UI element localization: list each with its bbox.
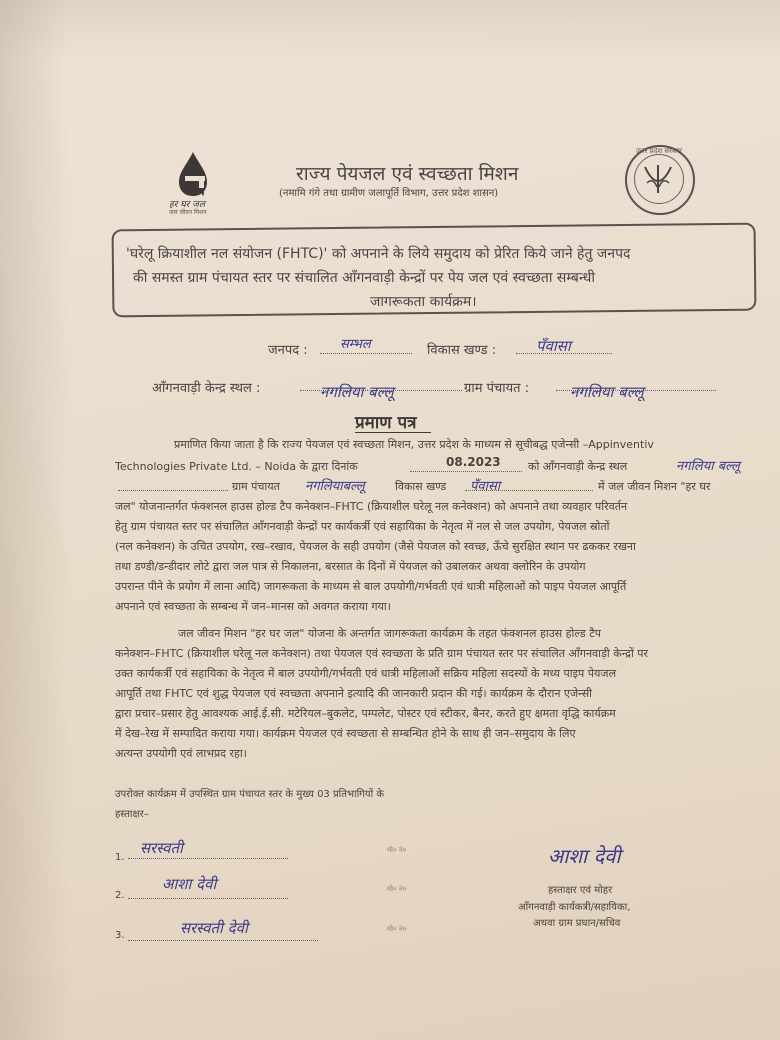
program-title-line1: 'घरेलू क्रियाशील नल संयोजन (FHTC)' को अपनाने के लिये समुदाय को प्रेरित किये जाने हेतु जनपद bbox=[126, 246, 631, 262]
para1-vikas-khand-handwritten: पँवासा bbox=[470, 479, 501, 494]
para1-line3b: विकास खण्ड bbox=[395, 480, 447, 493]
date-line bbox=[410, 471, 522, 472]
logo-left-subtext: जल जीवन मिशन bbox=[169, 209, 207, 216]
page-shadow-left bbox=[0, 0, 70, 1040]
para2-line4: आपूर्ति तथा FHTC एवं शुद्ध पेयजल एवं स्वच्छता अपनाने इत्यादि की जानकारी प्रदान की गई। कार्यक्रम के दौरान एजेन्सी bbox=[115, 687, 592, 700]
signatory-2-line bbox=[128, 898, 288, 899]
certificate-title-underline bbox=[355, 432, 431, 433]
signatory-2-name: आशा देवी bbox=[162, 875, 217, 893]
signatory-2-number: 2. bbox=[115, 890, 125, 901]
right-signature-role: आँगनवाड़ी कार्यकत्री/सहायिका, bbox=[518, 902, 631, 913]
vikas-khand-label: विकास खण्ड : bbox=[427, 343, 497, 358]
signatory-3-name: सरस्वती देवी bbox=[180, 919, 248, 937]
para1-line6: (नल कनेक्शन) के उचित उपयोग, रख–रखाव, पेयजल के सही उपयोग (जैसे पेयजल को स्वच्छ, ऊँचे सुरक्षित स्थान पर ढककर रखना bbox=[115, 540, 636, 553]
para1-gram-panchayat-handwritten: नगलियाबल्लू bbox=[305, 479, 365, 494]
header-title: राज्य पेयजल एवं स्वच्छता मिशन bbox=[296, 163, 519, 185]
anganwadi-value: नगलिया बल्लू bbox=[320, 383, 394, 401]
date-value: 08.2023 bbox=[446, 455, 501, 469]
signatory-3-number: 3. bbox=[115, 930, 125, 941]
janpad-value: सम्भल bbox=[340, 337, 371, 352]
para1-line3c: में जल जीवन मिशन "हर घर bbox=[598, 480, 711, 493]
para1-blank-line bbox=[118, 490, 228, 491]
signatories-intro-line2: हस्ताक्षर– bbox=[115, 809, 149, 820]
para1-line2b: को आँगनवाड़ी केन्द्र स्थल bbox=[528, 460, 628, 473]
gram-panchayat-value: नगलिया बल्लू bbox=[570, 383, 644, 401]
para1-line4: जल" योजनान्तर्गत फंक्शनल हाउस होल्ड टैप कनेक्शन–FHTC (क्रियाशील घरेलू नल कनेक्शन) को अपनाने तथा व्यवहार परिवर्तन bbox=[115, 500, 628, 513]
program-title-line3: जागरूकता कार्यक्रम। bbox=[370, 294, 477, 310]
certificate-title: प्रमाण पत्र bbox=[355, 413, 417, 433]
emblem-text: उत्तर प्रदेश सरकार bbox=[635, 147, 683, 155]
para2-line1: जल जीवन मिशन "हर घर जल" योजना के अन्तर्गत जागरूकता कार्यक्रम के तहत फंक्शनल हाउस होल्ड टैप bbox=[178, 627, 602, 640]
header-subtitle: (नमामि गंगे तथा ग्रामीण जलापूर्ति विभाग, उत्तर प्रदेश शासन) bbox=[279, 188, 499, 199]
para2-line5: द्वारा प्रचार–प्रसार हेतु आवश्यक आई.ई.सी. मटेरियल–बुकलेट, पम्पलेट, पोस्टर एवं स्टीकर, बैनर, करते हुए क्षमता वृद्धि कार्यक्रम bbox=[115, 707, 616, 720]
janpad-line bbox=[320, 353, 412, 354]
up-government-emblem bbox=[625, 145, 695, 215]
para2-line7: अत्यन्त उपयोगी एवं लाभप्रद रहा। bbox=[115, 747, 247, 760]
right-signature-caption: हस्ताक्षर एवं मोहर bbox=[548, 885, 613, 896]
gram-panchayat-label: ग्राम पंचायत : bbox=[464, 381, 530, 396]
logo-left-text: हर घर जल bbox=[169, 200, 205, 210]
signatory-3-phone-label: मो० नं० bbox=[387, 925, 407, 933]
signatory-1-name: सरस्वती bbox=[140, 839, 183, 857]
para2-line3: उक्त कार्यकर्त्री एवं सहायिका के नेतृत्व में बाल उपयोगी/गर्भवती एवं धात्री महिलाओं सक्रिय महिला सदस्यों के मध्य पाइप पेयजल bbox=[115, 667, 617, 680]
janpad-label: जनपद : bbox=[268, 343, 308, 358]
para1-line9: अपनाने एवं स्वच्छता के सम्बन्ध में जन–मानस को अवगत कराया गया। bbox=[115, 600, 391, 613]
signatories-intro-line1: उपरोक्त कार्यक्रम में उपस्थित ग्राम पंचायत स्तर के मुख्य 03 प्रतिभागियों के bbox=[115, 789, 385, 800]
para1-line7: तथा डण्डी/डन्डीदार लोटे द्वारा जल पात्र से निकालना, बरसात के दिनों में पेयजल को उबालकर अथवा क्लोरिन के उपयोग bbox=[115, 560, 586, 573]
page-shadow-top bbox=[0, 0, 780, 60]
har-ghar-jal-logo bbox=[165, 150, 240, 225]
right-signature: आशा देवी bbox=[548, 844, 621, 868]
program-title-line2: की समस्त ग्राम पंचायत स्तर पर संचालित आँगनवाड़ी केन्द्रों पर पेय जल एवं स्वच्छता सम्बन्धी bbox=[133, 270, 596, 286]
para1-line1: प्रमाणित किया जाता है कि राज्य पेयजल एवं स्वच्छता मिशन, उत्तर प्रदेश के माध्यम से सूचीबद्ध एजेन्सी –Appinventiv bbox=[174, 438, 654, 451]
signatory-3-line bbox=[128, 940, 318, 941]
signatory-2-phone-label: मो० नं० bbox=[387, 885, 407, 893]
para1-line5: हेतु ग्राम पंचायत स्तर पर संचालित आँगनवाड़ी केन्द्रों पर कार्यकर्त्री एवं सहायिका के नेतृत्व में नल से जल उपयोग, पेयजल स्रोतों bbox=[115, 520, 610, 533]
signatory-1-phone-label: मो० नं० bbox=[387, 846, 407, 854]
para1-line8: उपरान्त पीने के प्रयोग में लाना आदि) जागरूकता के माध्यम से बाल उपयोगी/गर्भवती एवं धात्री महिलाओं को पाइप पेयजल आपूर्ति bbox=[115, 580, 627, 593]
para1-line2a: Technologies Private Ltd. – Noida के द्वारा दिनांक bbox=[115, 460, 358, 473]
para1-line3a: ग्राम पंचायत bbox=[232, 480, 280, 493]
emblem-bow-fish-icon bbox=[625, 145, 691, 211]
vikas-khand-value: पँवासा bbox=[536, 337, 571, 355]
para1-anganwadi-handwritten: नगलिया बल्लू bbox=[676, 459, 740, 474]
para2-line2: कनेक्शन–FHTC (क्रियाशील घरेलू नल कनेक्शन) तथा पेयजल एवं स्वच्छता के प्रति ग्राम पंचायत स्तर पर संचालित आँगनवाड़ी केन्द्रों पर bbox=[115, 647, 649, 660]
signatory-1-line bbox=[128, 858, 288, 859]
para2-line6: में देख–रेख में सम्पादित कराया गया। कार्यक्रम पेयजल एवं स्वच्छता से सम्बन्धित होने के साथ ही जन–समुदाय के लिए bbox=[115, 727, 576, 740]
right-signature-alt-role: अथवा ग्राम प्रधान/सचिव bbox=[533, 918, 621, 929]
signatory-1-number: 1. bbox=[115, 852, 125, 863]
anganwadi-label: आँगनवाड़ी केन्द्र स्थल : bbox=[152, 381, 261, 396]
para1-vikas-khand-line bbox=[465, 490, 593, 491]
